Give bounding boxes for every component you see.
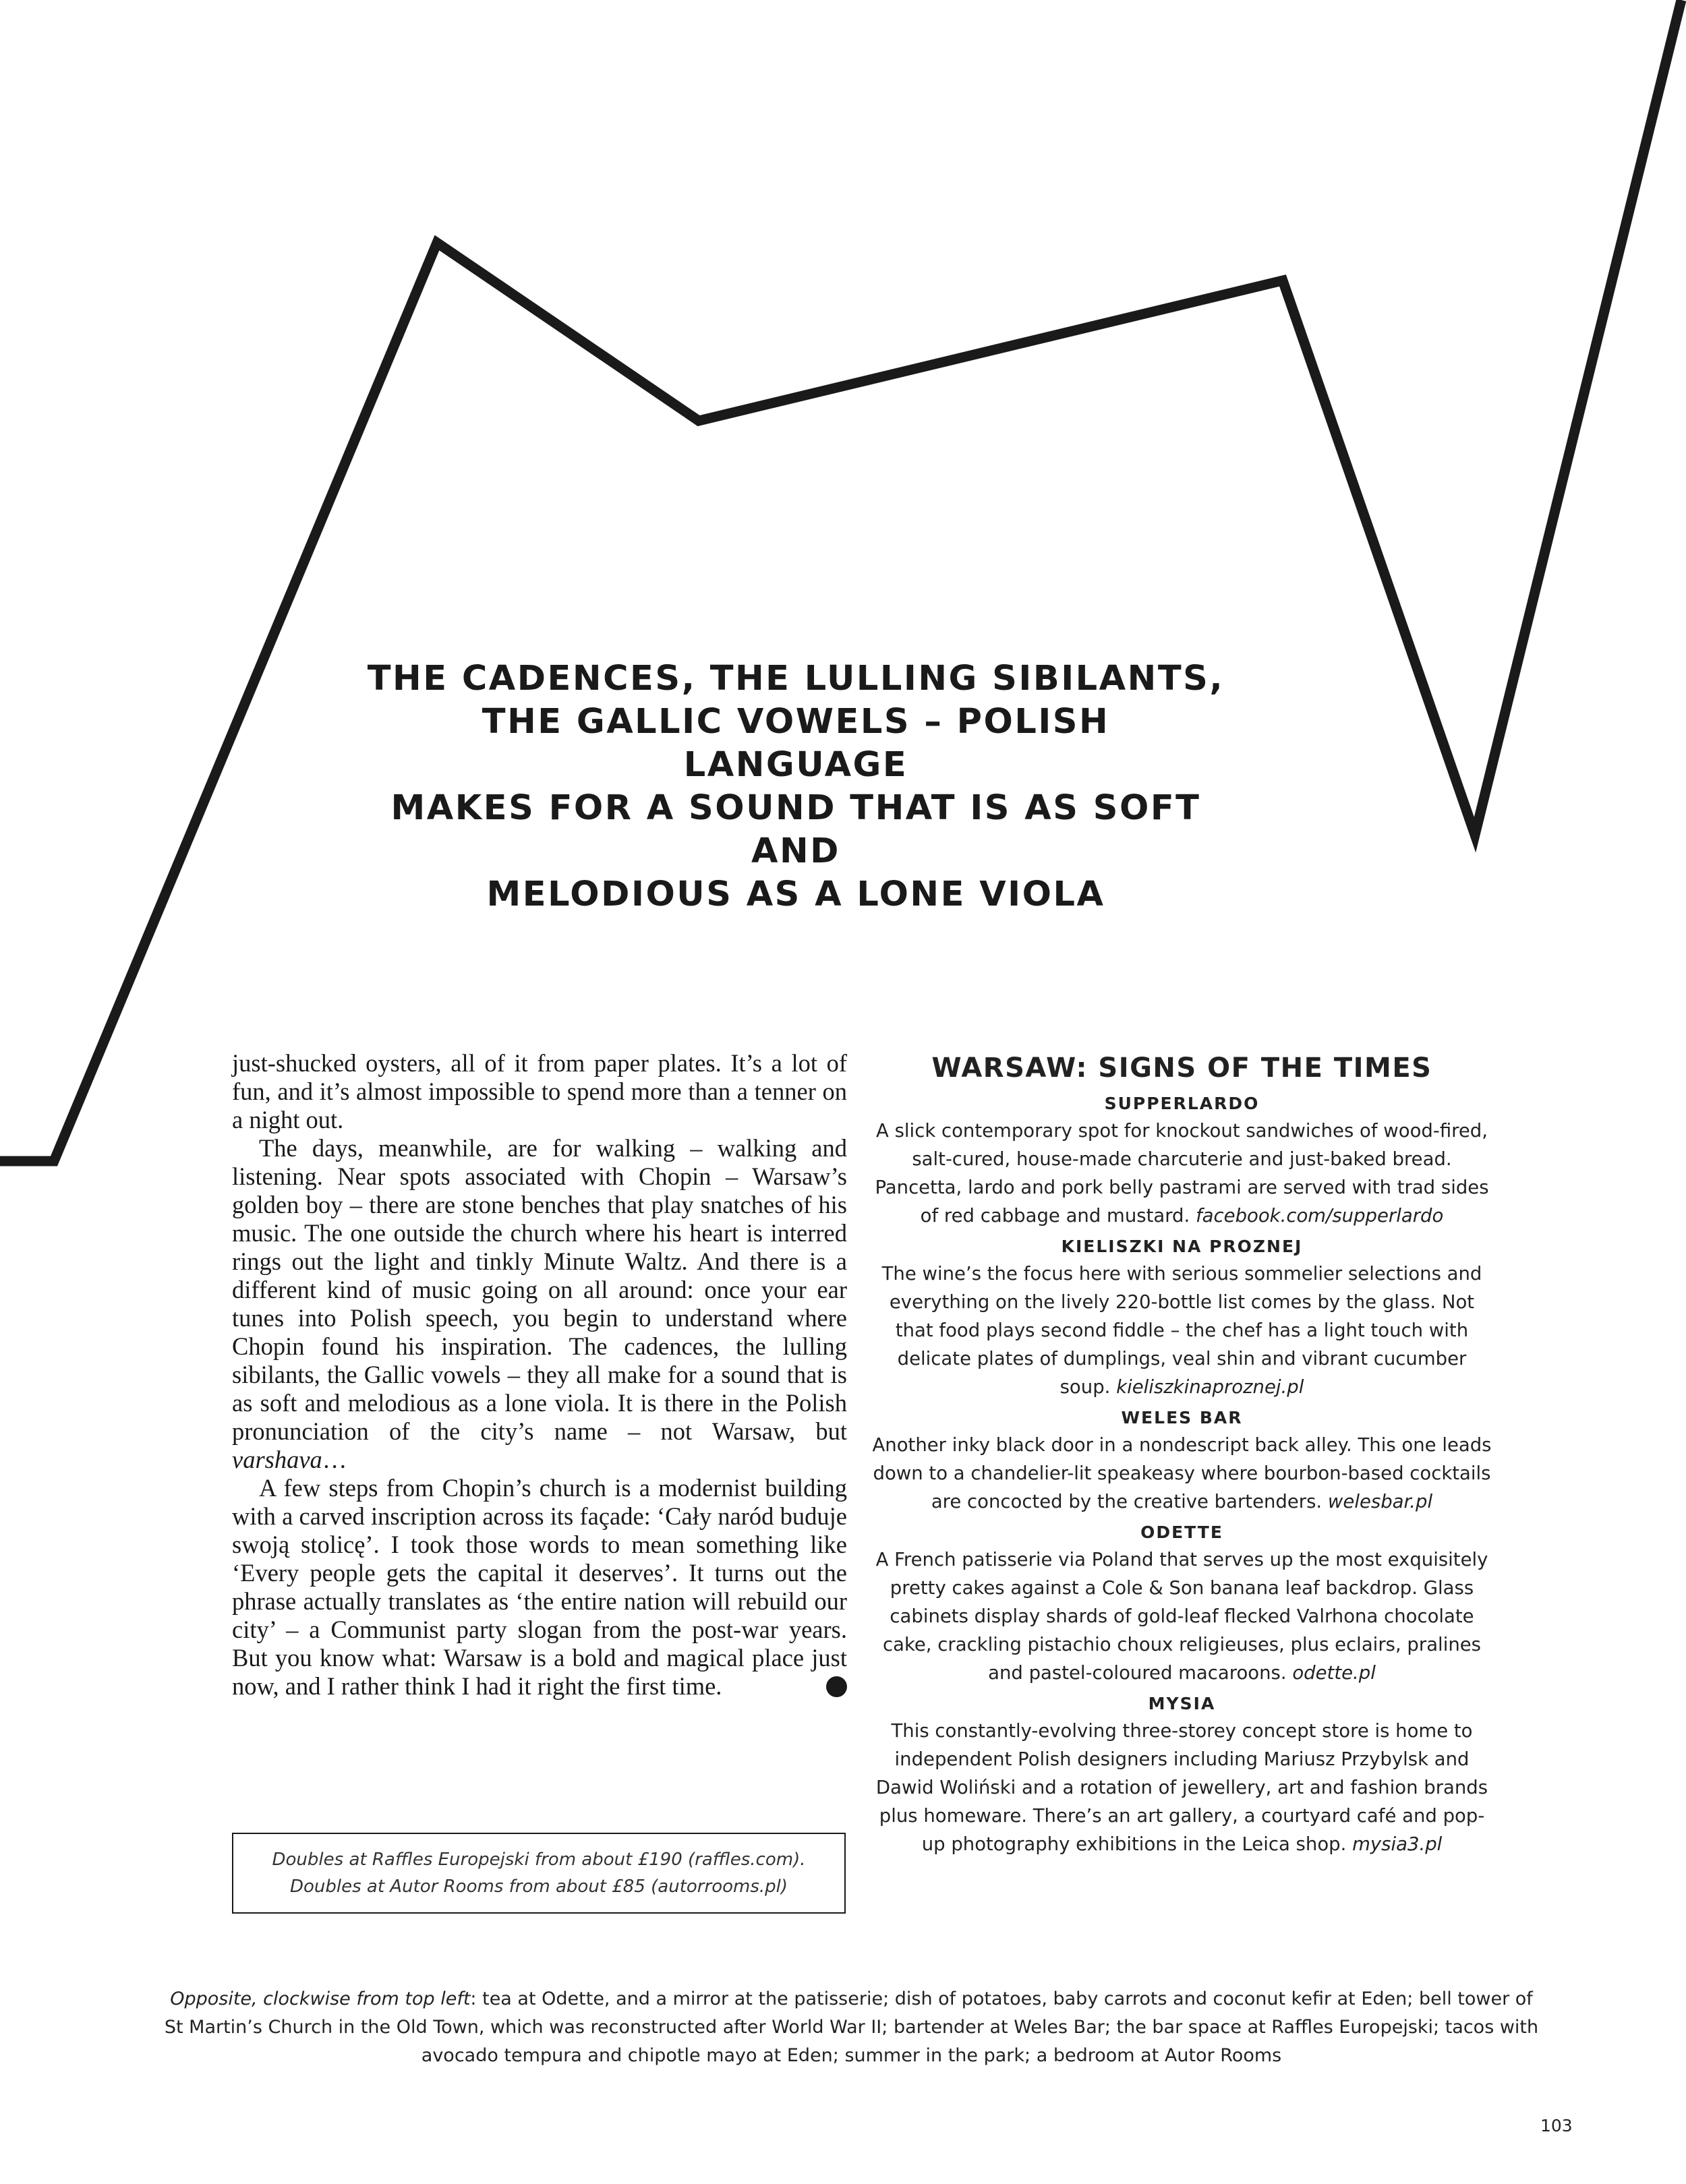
venue-text: A slick contemporary spot for knockout sandwiches of wood-fired, salt-cured, house-made charcuterie and just-baked bread. Pancetta, lardo and pork belly pastrami are served with trad sides of red cabbage and mustard. bbox=[875, 1120, 1489, 1227]
venue-description bbox=[870, 1431, 1494, 1516]
pullquote-line: MELODIOUS AS A LONE VIOLA bbox=[486, 875, 1105, 914]
venue-text: The wine’s the focus here with serious sommelier selections and everything on the lively 220-bottle list comes by the glass. Not that food plays second fiddle – the chef has a light touch with delicate plates of dumplings, veal shin and vibrant cucumber soup. bbox=[881, 1263, 1482, 1398]
venue-text: This constantly-evolving three-storey concept store is home to independent Polish designers including Mariusz Przybylsk and Dawid Woliński and a rotation of jewellery, art and fashion brands plus homeware. There’s an art gallery, a courtyard café and pop-up photography exhibitions in the Leica shop. bbox=[875, 1720, 1488, 1855]
venue-text: Another inky black door in a nondescript back alley. This one leads down to a chandelier-lit speakeasy where bourbon-based cocktails are concocted by the creative bartenders. bbox=[872, 1434, 1492, 1512]
caption-lead: Opposite, clockwise from top left bbox=[170, 1988, 471, 2009]
article-paragraph: just-shucked oysters, all of it from paper plates. It’s a lot of fun, and it’s almost impossible to spend more than a tenner on a night out. bbox=[232, 1049, 847, 1133]
hotel-price-line: Doubles at Autor Rooms from about £85 (autorrooms.pl) bbox=[289, 1877, 788, 1897]
venue-description bbox=[870, 1117, 1494, 1230]
venue-url: facebook.com/supperlardo bbox=[1196, 1205, 1444, 1227]
hotel-price-line: Doubles at Raffles Europejski from about £190 (raffles.com). bbox=[272, 1850, 806, 1870]
article-paragraph bbox=[232, 1474, 864, 1701]
article-body bbox=[232, 1049, 864, 1701]
sidebar-title: WARSAW: SIGNS OF THE TIMES bbox=[931, 1053, 1432, 1084]
venue-url: mysia3.pl bbox=[1352, 1833, 1443, 1855]
venue-url: welesbar.pl bbox=[1327, 1491, 1433, 1512]
article-italic-word: varshava bbox=[232, 1446, 322, 1473]
article-ellipsis: … bbox=[322, 1446, 347, 1473]
venue-text: A French patisserie via Poland that serves up the most exquisitely pretty cakes against a Cole & Son banana leaf backdrop. Glass cabinets display shards of gold-leaf flecked Valrhona chocolate cake, crackling pistachio choux religieuses, plus eclairs, pralines and pastel-coloured macaroons. bbox=[875, 1549, 1488, 1684]
venue-name: ODETTE bbox=[1140, 1523, 1223, 1542]
venue-description bbox=[870, 1717, 1494, 1858]
page-number: 103 bbox=[1540, 2116, 1573, 2135]
caption-text: : tea at Odette, and a mirror at the patisserie; dish of potatoes, baby carrots and coconut kefir at Eden; bell tower of St Martin’s Church in the Old Town, which was reconstructed after World War II; bartender at Weles Bar; the bar space at Raffles Europejski; tacos with avocado tempura and chipotle mayo at Eden; summer in the park; a bedroom at Autor Rooms bbox=[164, 1988, 1539, 2066]
article-text: A few steps from Chopin’s church is a modernist building with a carved inscription across its façade: ‘Cały naród buduje swoją stolicę’. I took those words to mean something like ‘Every people gets the capital it deserves’. It turns out the phrase actually translates as ‘the entire nation will rebuild our city’ – a Communist party slogan from the post-war years. But you know what: Warsaw is a bold and magical place just now, and I rather think I had it right the first time. bbox=[232, 1474, 847, 1700]
sidebar-signs-of-the-times bbox=[870, 1049, 1494, 1858]
article-paragraph bbox=[232, 1134, 847, 1474]
pullquote-line: MAKES FOR A SOUND THAT IS AS SOFT AND bbox=[390, 788, 1201, 871]
venue-url: odette.pl bbox=[1292, 1662, 1376, 1684]
venue-url: kieliszkinaproznej.pl bbox=[1116, 1376, 1304, 1398]
venue-description bbox=[870, 1260, 1494, 1401]
venue-name: SUPPERLARDO bbox=[1104, 1094, 1260, 1113]
venue-description bbox=[870, 1545, 1494, 1687]
venue-name: WELES BAR bbox=[1121, 1408, 1243, 1427]
pullquote-line: THE GALLIC VOWELS – POLISH LANGUAGE bbox=[482, 702, 1110, 785]
end-mark-icon: T bbox=[826, 1676, 847, 1697]
hotel-prices-box bbox=[232, 1833, 846, 1914]
pullquote-line: THE CADENCES, THE LULLING SIBILANTS, bbox=[367, 659, 1225, 699]
pullquote bbox=[364, 657, 1227, 916]
photo-caption bbox=[162, 1985, 1541, 2070]
venue-name: MYSIA bbox=[1148, 1694, 1216, 1713]
venue-name: KIELISZKI NA PROZNEJ bbox=[1061, 1237, 1303, 1256]
article-text: The days, meanwhile, are for walking – walking and listening. Near spots associated with Chopin – Warsaw’s golden boy – there are stone benches that play snatches of his music. The one outside the church where his heart is interred rings out the light and tinkly Minute Waltz. And there is a different kind of music going on all around: once your ear tunes into Polish speech, you begin to understand where Chopin found his inspiration. The cadences, the lulling sibilants, the Gallic vowels – they all make for a sound that is as soft and melodious as a lone viola. It is there in the Polish pronunciation of the city’s name – not Warsaw, but bbox=[232, 1134, 847, 1445]
